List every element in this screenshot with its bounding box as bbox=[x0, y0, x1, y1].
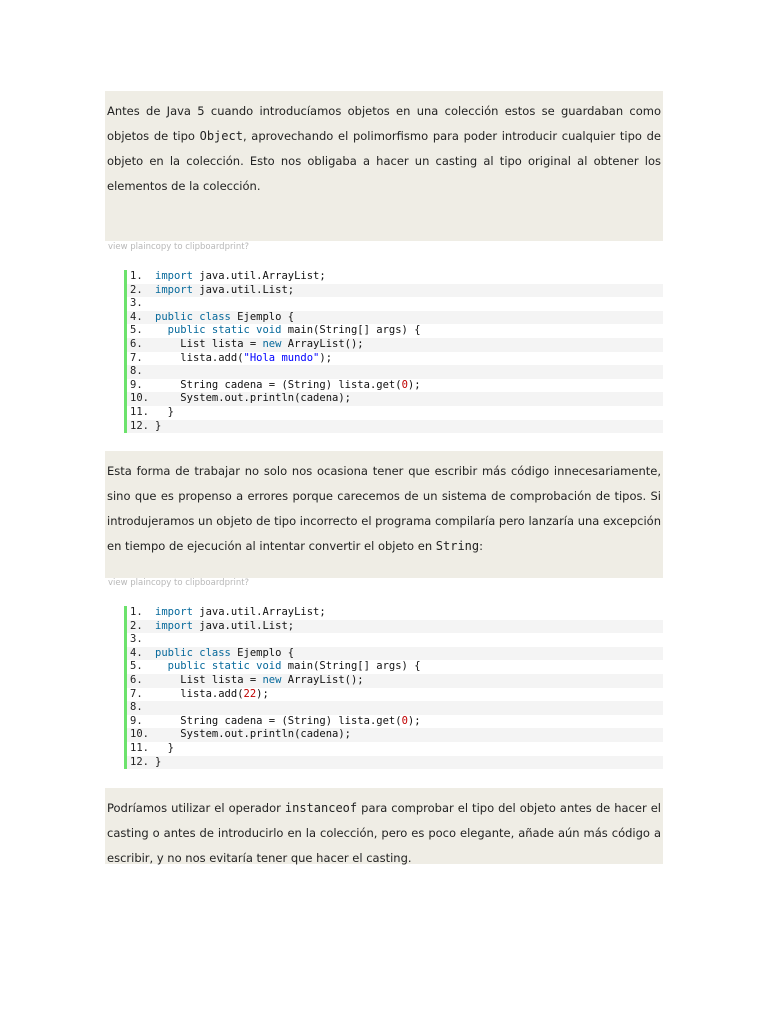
code-line bbox=[127, 352, 663, 366]
line-number: 10. bbox=[130, 392, 149, 405]
code-line bbox=[127, 338, 663, 352]
line-number: 7. bbox=[130, 351, 143, 364]
code-line bbox=[127, 284, 663, 298]
code-text: } bbox=[167, 741, 174, 754]
paragraph-text: Esta forma de trabajar no solo nos ocasiona tener que escribir más código innecesariamente, sino que es propenso a errores porque carecemos de un sistema de comprobación de tipos. Si introdujeramos un objeto de tipo incorrecto el programa compilaría pero lanzaría una excepción en tiempo de ejecución al intentar convertir el objeto en bbox=[107, 464, 661, 553]
paragraph-text: , aprovechando el polimorfismo para poder introducir cualquier tipo de objeto en la colección. Esto nos obligaba a hacer un casting al tipo original al obtener los elementos de la colección. bbox=[107, 129, 661, 193]
code-line bbox=[127, 297, 663, 311]
code-line bbox=[127, 688, 663, 702]
line-number: 9. bbox=[130, 378, 143, 391]
code-line bbox=[127, 606, 663, 620]
code-text: java.util.ArrayList; bbox=[192, 606, 326, 618]
paragraph-text: : bbox=[479, 539, 484, 553]
code-keyword: public static void bbox=[167, 660, 282, 673]
code-text: } bbox=[167, 405, 174, 418]
code-line bbox=[127, 365, 663, 379]
code-text: ); bbox=[256, 687, 269, 700]
paragraph-text: Podríamos utilizar el operador bbox=[107, 801, 285, 815]
line-number: 6. bbox=[130, 673, 143, 686]
code-line bbox=[127, 728, 663, 742]
code-line bbox=[127, 633, 663, 647]
code-number: 22 bbox=[243, 687, 257, 700]
code-text: System.out.println(cadena); bbox=[180, 392, 351, 405]
code-line bbox=[127, 324, 663, 338]
code-text: java.util.List; bbox=[192, 283, 295, 296]
code-keyword: public static void bbox=[167, 324, 282, 337]
line-number: 7. bbox=[130, 687, 143, 700]
code-text: Ejemplo { bbox=[230, 310, 295, 323]
code-line bbox=[127, 406, 663, 420]
code-keyword: import bbox=[155, 283, 193, 296]
code-text: java.util.List; bbox=[192, 619, 295, 632]
line-number: 12. bbox=[130, 419, 149, 432]
code-keyword: import bbox=[155, 270, 193, 282]
code-number: 0 bbox=[401, 378, 408, 391]
paragraph-intro bbox=[105, 91, 663, 241]
line-number: 11. bbox=[130, 405, 149, 418]
code-text: ); bbox=[407, 378, 421, 391]
code-text: lista.add( bbox=[180, 351, 244, 364]
inline-code: String bbox=[435, 539, 480, 553]
code-text: ); bbox=[407, 714, 421, 727]
code-text: List lista = bbox=[180, 337, 263, 350]
line-number: 8. bbox=[130, 701, 143, 714]
code-keyword: new bbox=[262, 337, 282, 350]
code-block-2 bbox=[124, 606, 663, 769]
code-toolbar[interactable]: view plaincopy to clipboardprint? bbox=[108, 242, 250, 252]
code-keyword: new bbox=[262, 673, 282, 686]
code-line bbox=[127, 392, 663, 406]
code-line bbox=[127, 674, 663, 688]
code-text: main(String[] args) { bbox=[281, 324, 421, 337]
line-number: 1. bbox=[130, 606, 143, 618]
code-line bbox=[127, 742, 663, 756]
line-number: 10. bbox=[130, 728, 149, 741]
code-text: ArrayList(); bbox=[281, 337, 364, 350]
code-keyword: import bbox=[155, 619, 193, 632]
paragraph-text: para comprobar el tipo del objeto antes de hacer el casting o antes de introducirlo en la colección, pero es poco elegante, añade aún más código a escribir, y no nos evitaría tener que hacer el casting. bbox=[107, 801, 661, 865]
code-text: System.out.println(cadena); bbox=[180, 728, 351, 741]
code-number: 0 bbox=[401, 714, 408, 727]
code-keyword: public class bbox=[155, 310, 231, 323]
line-number: 11. bbox=[130, 741, 149, 754]
code-text: ArrayList(); bbox=[281, 673, 364, 686]
line-number: 5. bbox=[130, 660, 143, 673]
line-number: 4. bbox=[130, 310, 143, 323]
code-text: String cadena = (String) lista.get( bbox=[180, 714, 402, 727]
line-number: 6. bbox=[130, 337, 143, 350]
code-text: List lista = bbox=[180, 673, 263, 686]
code-text: ); bbox=[319, 351, 333, 364]
paragraph-text: Antes de Java 5 cuando introducíamos objetos en una colección estos se guardaban como objetos de tipo bbox=[107, 104, 661, 143]
line-number: 1. bbox=[130, 270, 143, 282]
code-text: } bbox=[155, 419, 162, 432]
paragraph-problem bbox=[105, 451, 663, 578]
code-line bbox=[127, 647, 663, 661]
code-keyword: import bbox=[155, 606, 193, 618]
code-line bbox=[127, 701, 663, 715]
line-number: 3. bbox=[130, 297, 143, 310]
inline-code: instanceof bbox=[284, 801, 358, 815]
line-number: 8. bbox=[130, 365, 143, 378]
code-text: main(String[] args) { bbox=[281, 660, 421, 673]
code-line bbox=[127, 311, 663, 325]
code-text: java.util.ArrayList; bbox=[192, 270, 326, 282]
code-line bbox=[127, 660, 663, 674]
code-text: lista.add( bbox=[180, 687, 244, 700]
code-text: } bbox=[155, 755, 162, 768]
code-line bbox=[127, 756, 663, 770]
line-number: 5. bbox=[130, 324, 143, 337]
code-line bbox=[127, 715, 663, 729]
line-number: 2. bbox=[130, 283, 143, 296]
line-number: 3. bbox=[130, 633, 143, 646]
line-number: 9. bbox=[130, 714, 143, 727]
code-keyword: public class bbox=[155, 646, 231, 659]
code-line bbox=[127, 420, 663, 434]
paragraph-instanceof bbox=[105, 788, 663, 864]
code-line bbox=[127, 270, 663, 284]
code-toolbar[interactable]: view plaincopy to clipboardprint? bbox=[108, 578, 250, 588]
code-block-1 bbox=[124, 270, 663, 433]
line-number: 4. bbox=[130, 646, 143, 659]
code-string: "Hola mundo" bbox=[243, 351, 320, 364]
inline-code: Object bbox=[199, 129, 243, 143]
line-number: 12. bbox=[130, 755, 149, 768]
code-line bbox=[127, 620, 663, 634]
code-text: Ejemplo { bbox=[230, 646, 295, 659]
code-text: String cadena = (String) lista.get( bbox=[180, 378, 402, 391]
code-line bbox=[127, 379, 663, 393]
line-number: 2. bbox=[130, 619, 143, 632]
